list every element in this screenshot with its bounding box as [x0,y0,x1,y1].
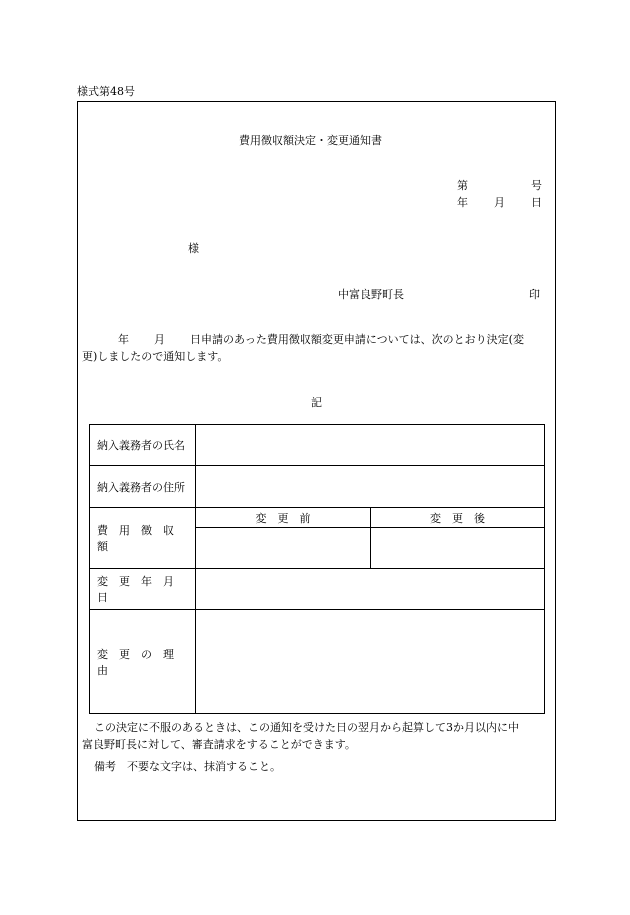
number-prefix: 第 [457,179,468,192]
change-reason-label: 変 更 の 理 由 [90,610,196,714]
notice-line1: この決定に不服のあるときは、この通知を受けた日の翌月から起算して3か月以内に中 [94,721,519,734]
body-text-line2: 更)しましたので通知します。 [82,350,229,363]
before-change-header: 変 更 前 [196,508,371,528]
issuer: 中富良野町長 [338,288,404,301]
amount-label: 費 用 徴 収 額 [90,508,196,569]
after-change-header: 変 更 後 [371,508,545,528]
details-table [89,424,545,714]
before-change-value [196,528,371,569]
date-year: 年 [457,196,468,209]
address-value [196,466,545,508]
change-reason-value [196,610,545,714]
table-row [90,466,545,508]
name-value [196,425,545,466]
ki-heading: 記 [311,396,322,409]
date-day: 日 [531,196,542,209]
table-row [90,425,545,466]
addressee-suffix: 様 [188,242,199,255]
change-date-value [196,569,545,610]
body-text-line1: 日申請のあった費用徴収額変更申請については、次のとおり決定(変 [190,333,524,346]
number-suffix: 号 [531,179,542,192]
body-year: 年 [118,333,129,346]
document-title: 費用徴収額決定・変更通知書 [239,134,382,147]
form-number: 様式第48号 [77,85,135,98]
address-label: 納入義務者の住所 [90,466,196,508]
date-month: 月 [494,196,505,209]
remarks: 備考 不要な文字は、抹消すること。 [94,760,281,773]
notice-line2: 富良野町長に対して、審査請求をすることができます。 [82,738,356,751]
seal-mark: 印 [529,288,540,301]
name-label: 納入義務者の氏名 [90,425,196,466]
after-change-value [371,528,545,569]
table-row [90,610,545,714]
table-row [90,569,545,610]
table-row [90,508,545,528]
change-date-label: 変 更 年 月 日 [90,569,196,610]
body-month: 月 [154,333,165,346]
